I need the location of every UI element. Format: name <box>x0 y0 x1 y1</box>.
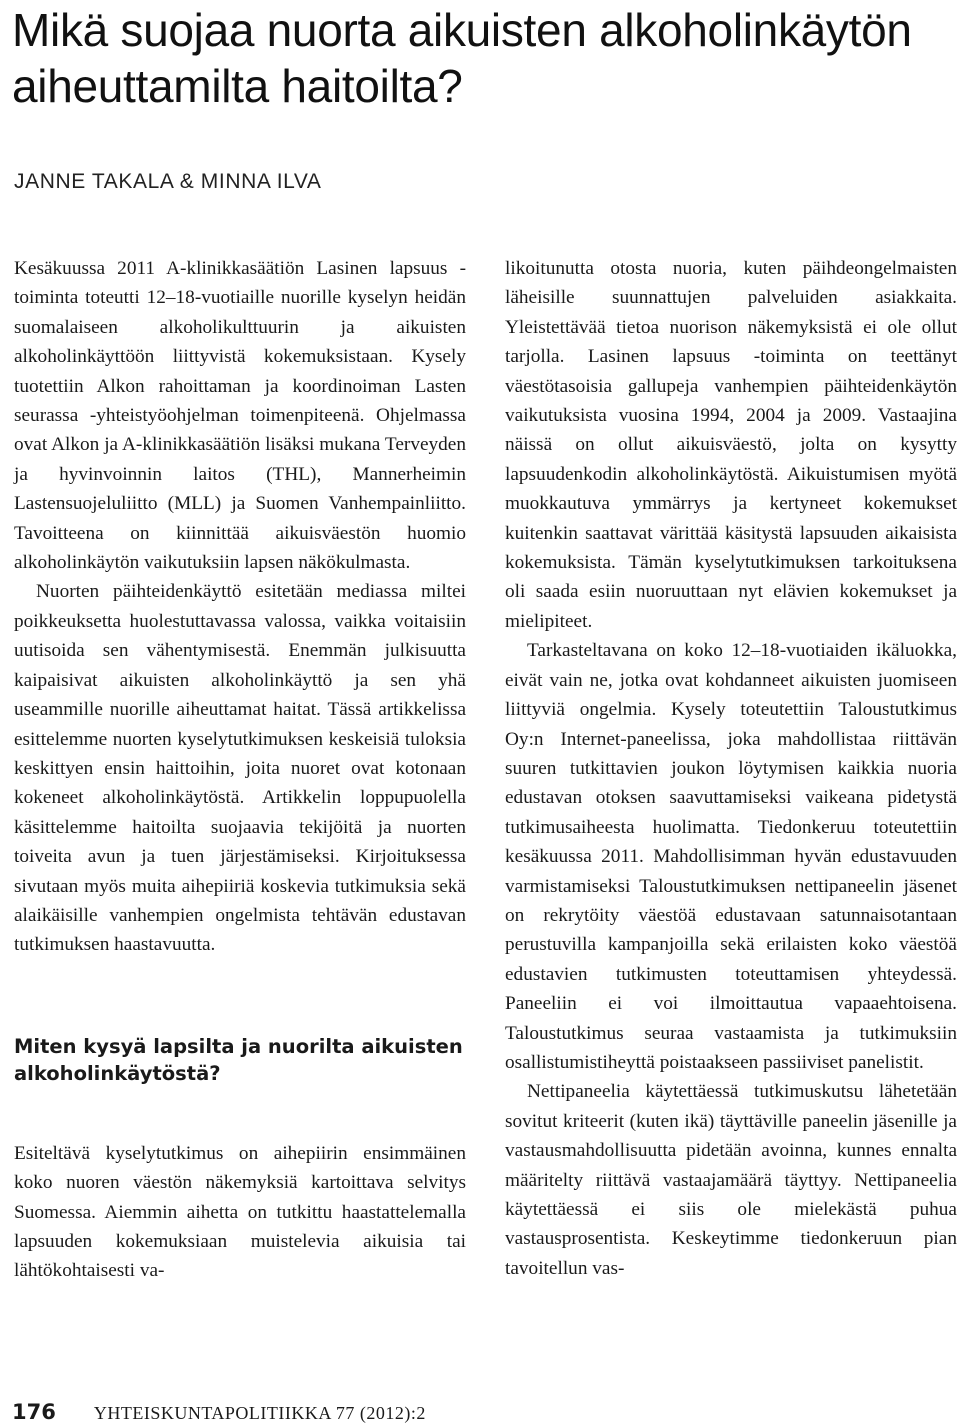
left-column <box>14 254 466 1286</box>
article-authors: JANNE TAKALA & MINNA ILVA <box>14 170 322 193</box>
article-title: Mikä suojaa nuorta aikuisten alkoholinkäytön aiheuttamilta haitoilta? <box>12 4 912 112</box>
journal-name: YHTEISKUNTAPOLITIIKKA 77 (2012):2 <box>93 1403 426 1423</box>
page-footer <box>12 1400 426 1424</box>
right-column <box>505 254 957 1283</box>
body-paragraph: Nettipaneelia käytettäessä tutkimuskutsu lähetetään sovitut kriteerit (kuten ikä) täyttäville paneelin jäsenille ja vastausmahdollisuutta pidetään avoinna, kunnes ennalta määritelty riittävä vastaajamäärä täyttyy. Nettipaneelia käytettäessä ei siis ole mielekästä puhua vastausprosentista. Keskeytimme tiedonkeruun pian tavoitellun vas- <box>505 1081 957 1279</box>
body-paragraph: Esiteltävä kyselytutkimus on aihepiirin ensimmäinen koko nuoren väestön näkemyksiä kartoittava selvitys Suomessa. Aiemmin aihetta on tutkittu haastattelemalla lapsuuden kokemuksiaan muistelevia aikuisia tai lähtökohtaisesti va- <box>14 1142 466 1282</box>
page-number: 176 <box>12 1400 56 1424</box>
body-paragraph: likoitunutta otosta nuoria, kuten päihdeongelmaisten läheisille suunnattujen palveluiden asiakkaita. Yleistettävää tietoa nuorison näkemyksistä ei ole ollut tarjolla. Lasinen lapsuus -toiminta on teettänyt väestötasoisia gallupeja vanhempien päihteidenkäytön vaikutuksista vuosina 1994, 2004 ja 2009. Vastaajina näissä on ollut aikuisväestö, jolta on kysytty lapsuudenkodin alkoholinkäytöstä. Aikuistumisen myötä muokkautuva ymmärrys ja kertyneet kokemukset kuitenkin saattavat värittää käsitystä lapsuuden aikaisista kokemuksista. Tämän kyselytutkimuksen tarkoituksena oli saada esiin nuoruuttaan nyt elävien kokemukset ja mielipiteet. <box>505 258 957 632</box>
body-paragraph: Kesäkuussa 2011 A-klinikkasäätiön Lasinen lapsuus -toiminta toteutti 12–18-vuotiaille nuorille kyselyn heidän suomalaiseen alkoholikulttuurin ja aikuisten alkoholinkäyttöön liittyvistä kokemuksistaan. Kysely tuotettiin Alkon rahoittaman ja koordinoiman Lasten seurassa -yhteistyöohjelman toimenpiteenä. Ohjelmassa ovat Alkon ja A-klinikkasäätiön lisäksi mukana Terveyden ja hyvinvoinnin laitos (THL), Mannerheimin Lastensuojeluliitto (MLL) ja Suomen Vanhempainliitto. Tavoitteena on kiinnittää aikuisväestön huomio alkoholinkäytön vaikutuksiin lapsen näkökulmasta. <box>14 258 466 574</box>
body-paragraph: Tarkasteltavana on koko 12–18-vuotiaiden ikäluokka, eivät vain ne, jotka ovat kohdanneet aikuisten juomiseen liittyviä ongelmia. Kysely toteutettiin Taloustutkimus Oy:n Internet-paneelissa, joka mahdollistaa riittävän suuren tutkittavien joukon löytymisen kaikkia nuoria edustavan otoksen saavuttamiseksi vaikeana pidetystä tutkimusaiheesta huolimatta. Tiedonkeruu toteutettiin kesäkuussa 2011. Mahdollisimman hyvän edustavuuden varmistamiseksi Taloustutkimuksen nettipaneelin jäsenet on rekrytöity väestöä edustavaan satunnaisotantaan perustuvilla kampanjoilla sekä erilaisten koko väestöä edustavien tutkimusten toteuttamisen yhteydessä. Paneeliin ei voi ilmoittautua vapaaehtoisena. Taloustutkimus seuraa vastaamista ja tutkimuksiin osallistumistiheyttä poistaakseen passiiviset panelistit. <box>505 640 957 1073</box>
section-heading: Miten kysyä lapsilta ja nuorilta aikuisten alkoholinkäytöstä? <box>14 1034 463 1085</box>
body-paragraph: Nuorten päihteidenkäyttö esitetään mediassa miltei poikkeuksetta huolestuttavassa valossa, vaikka voitaisiin uutisoida sen vähentymisestä. Enemmän julkisuutta kaipaisivat aikuisten alkoholinkäyttö ja sen yhä useammille nuorille aiheuttamat haitat. Tässä artikkelissa esittelemme nuorten kyselytutkimuksen keskeisiä tuloksia keskittyen ensin haittoihin, joita nuoret ovat kotonaan kokeneet alkoholinkäytöstä. Artikkelin loppupuolella käsittelemme haitoilta suojaavia tekijöitä ja nuorten toiveita avun ja tuen järjestämiseksi. Kirjoituksessa sivutaan myös muita aihepiiriä koskevia tutkimuksia sekä alaikäisille vanhempien ongelmista tehtävän edustavan tutkimuksen haastavuutta. <box>14 581 466 956</box>
